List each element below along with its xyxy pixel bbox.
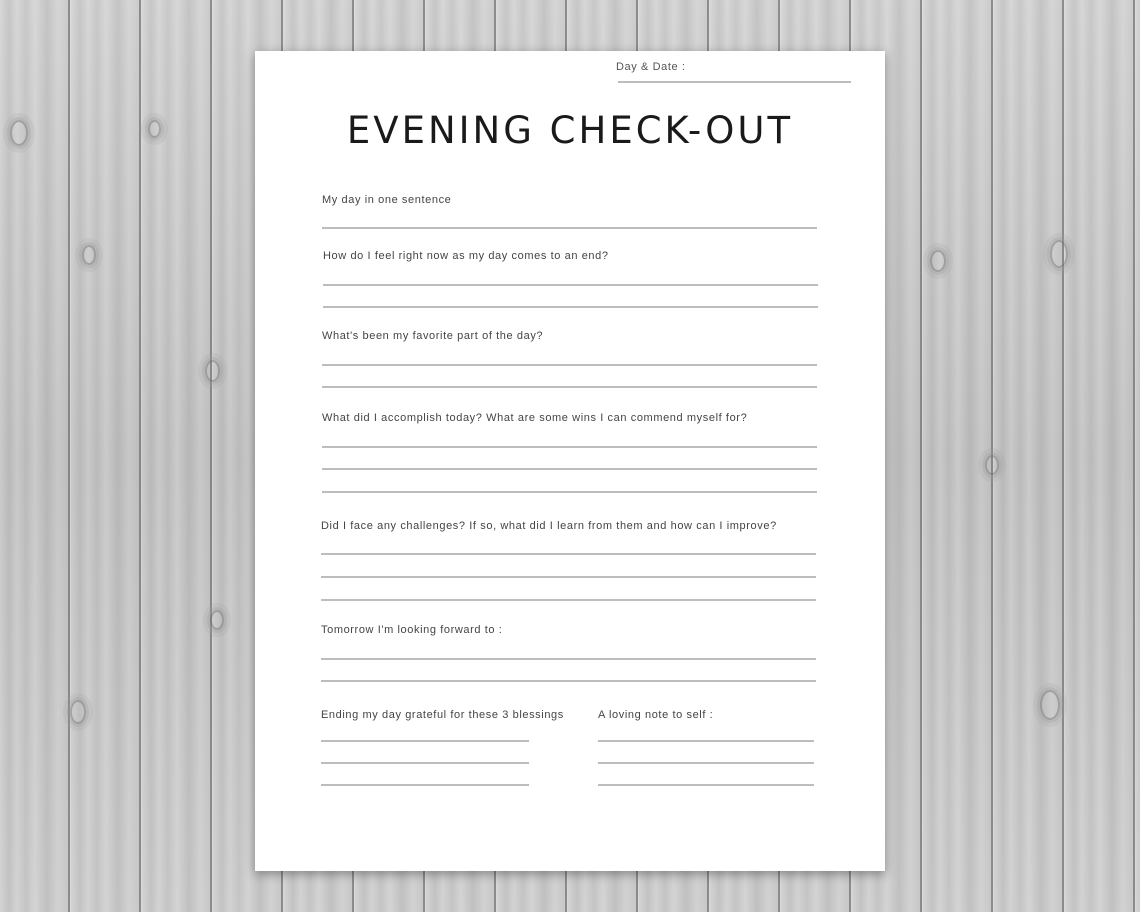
answer-line[interactable] [322, 446, 817, 448]
wood-knot [205, 360, 220, 382]
wood-knot [148, 120, 161, 138]
question-gratitude: Ending my day grateful for these 3 blessings [321, 709, 564, 721]
day-date-line[interactable] [618, 81, 851, 83]
answer-line[interactable] [322, 468, 817, 470]
wood-knot [1040, 690, 1060, 720]
question-accomplishments: What did I accomplish today? What are some wins I can commend myself for? [322, 412, 748, 424]
answer-line[interactable] [598, 762, 814, 764]
answer-line[interactable] [322, 364, 817, 366]
answer-line[interactable] [321, 576, 816, 578]
answer-line[interactable] [323, 306, 818, 308]
answer-line[interactable] [321, 599, 816, 601]
answer-line[interactable] [321, 658, 816, 660]
wood-knot [10, 120, 28, 146]
wood-knot [1050, 240, 1068, 268]
answer-line[interactable] [321, 762, 529, 764]
wood-knot [70, 700, 86, 724]
worksheet-page [255, 51, 885, 871]
question-challenges: Did I face any challenges? If so, what did I learn from them and how can I improve? [321, 520, 777, 532]
answer-line[interactable] [322, 386, 817, 388]
answer-line[interactable] [321, 784, 529, 786]
question-loving-note: A loving note to self : [598, 709, 714, 721]
answer-line[interactable] [598, 784, 814, 786]
page-title: EVENING CHECK-OUT [346, 109, 794, 152]
question-favorite-part: What's been my favorite part of the day? [322, 330, 544, 342]
answer-line[interactable] [322, 227, 817, 229]
wood-knot [210, 610, 224, 630]
answer-line[interactable] [598, 740, 814, 742]
question-day-sentence: My day in one sentence [322, 194, 452, 206]
question-tomorrow: Tomorrow I'm looking forward to : [321, 624, 503, 636]
answer-line[interactable] [323, 284, 818, 286]
answer-line[interactable] [321, 553, 816, 555]
answer-line[interactable] [321, 740, 529, 742]
wood-knot [930, 250, 946, 272]
wood-knot [985, 455, 999, 475]
day-date-label: Day & Date : [616, 61, 686, 73]
wood-knot [82, 245, 96, 265]
question-feel-now: How do I feel right now as my day comes to an end? [323, 250, 609, 262]
answer-line[interactable] [322, 491, 817, 493]
answer-line[interactable] [321, 680, 816, 682]
